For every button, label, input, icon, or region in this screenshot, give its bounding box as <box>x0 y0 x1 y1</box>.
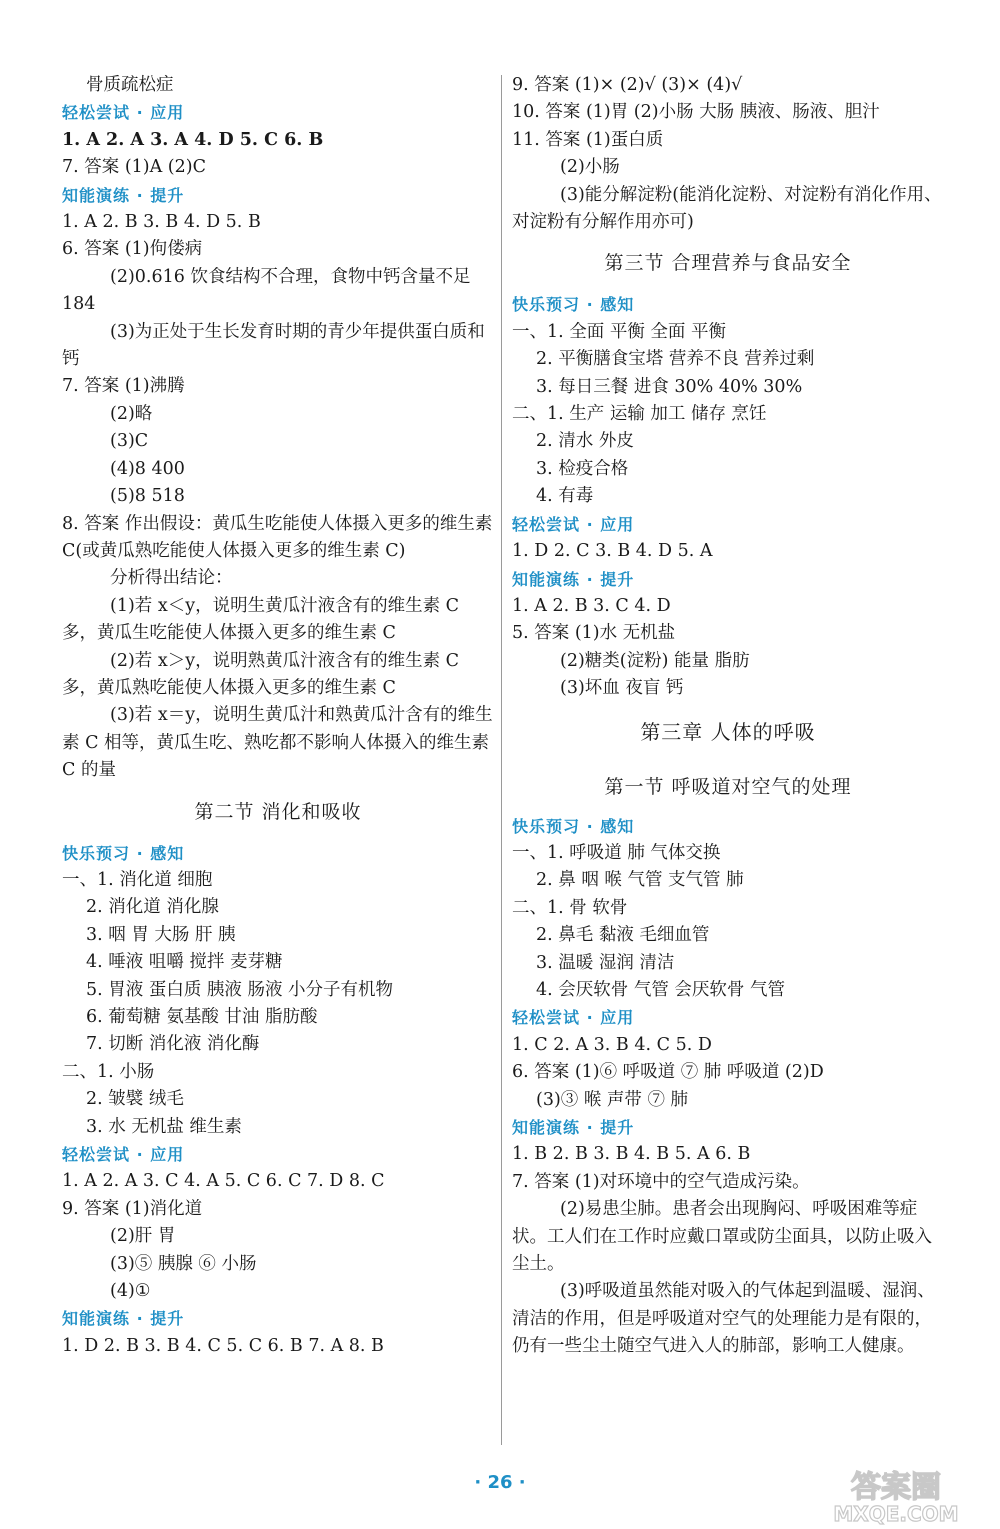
answer-line: 1. A 2. B 3. C 4. D <box>512 595 671 616</box>
answer-line: 1. C 2. A 3. B 4. C 5. D <box>512 1034 712 1055</box>
section-heading: 快乐预习 · 感知 <box>62 843 185 863</box>
answer-line: (2)小肠 <box>560 157 620 178</box>
answer-line: 2. 清水 外皮 <box>536 431 634 452</box>
section-heading: 知能演练 · 提升 <box>62 185 185 205</box>
answer-line: 2. 皱襞 绒毛 <box>86 1089 184 1110</box>
answer-line: 3. 检疫合格 <box>536 458 629 479</box>
answer-line: 二、1. 生产 运输 加工 储存 烹饪 <box>512 404 767 425</box>
answer-line: (2)肝 胃 <box>110 1226 176 1247</box>
answer-line: 10. 答案 (1)胃 (2)小肠 大肠 胰液、肠液、胆汁 <box>512 102 880 123</box>
answer-line: (4)① <box>110 1281 151 1302</box>
answer-line: (2)糖类(淀粉) 能量 脂肪 <box>560 650 750 671</box>
section-heading: 知能演练 · 提升 <box>62 1309 185 1329</box>
answer-line: (1)若 x＜y，说明生黄瓜汁液含有的维生素 C 多，黄瓜生吃能使人体摄入更多的维生素 C <box>62 595 460 644</box>
answer-line: 3. 每日三餐 进食 30% 40% 30% <box>536 376 803 397</box>
answer-line: 一、1. 消化道 细胞 <box>62 869 213 890</box>
answer-line: 2. 鼻 咽 喉 气管 支气管 肺 <box>536 870 744 891</box>
section-title: 第三节 合理营养与食品安全 <box>604 252 852 275</box>
section-heading: 快乐预习 · 感知 <box>512 816 635 836</box>
answer-line: 6. 葡萄糖 氨基酸 甘油 脂肪酸 <box>86 1007 318 1027</box>
section-heading: 轻松尝试 · 应用 <box>512 1008 635 1028</box>
answer-line: (3)⑤ 胰腺 ⑥ 小肠 <box>110 1253 257 1274</box>
answer-line: (3)能分解淀粉(能消化淀粉、对淀粉有消化作用、对淀粉有分解作用亦可) <box>512 184 942 233</box>
answer-line: 5. 胃液 蛋白质 胰液 肠液 小分子有机物 <box>86 979 394 1000</box>
answer-line: 3. 温暖 湿润 清洁 <box>536 952 675 973</box>
section-title: 第一节 呼吸道对空气的处理 <box>604 775 852 798</box>
answer-line: (3)呼吸道虽然能对吸入的气体起到温暖、湿润、清洁的作用，但是呼吸道对空气的处理能力是有限的，仍有一些尘土随空气进入人的肺部，影响工人健康。 <box>512 1281 935 1357</box>
answer-line: (3)为正处于生长发育时期的青少年提供蛋白质和钙 <box>62 321 485 370</box>
answer-line: 二、1. 骨 软骨 <box>512 897 628 918</box>
answer-line: 6. 答案 (1)⑥ 呼吸道 ⑦ 肺 呼吸道 (2)D <box>512 1062 824 1083</box>
answer-line: (3)③ 喉 声带 ⑦ 肺 <box>536 1089 689 1110</box>
answer-line: 3. 咽 胃 大肠 肝 胰 <box>86 924 236 945</box>
section-heading: 快乐预习 · 感知 <box>512 295 635 315</box>
answer-line: 1. A 2. B 3. B 4. D 5. B <box>62 212 261 233</box>
watermark-logo <box>806 1465 986 1527</box>
answer-line: 7. 切断 消化液 消化酶 <box>86 1034 260 1055</box>
column-divider <box>501 75 502 1445</box>
section-heading: 知能演练 · 提升 <box>512 1118 635 1137</box>
answer-line: 1. A 2. A 3. C 4. A 5. C 6. C 7. D 8. C <box>62 1171 385 1192</box>
answer-line: 2. 消化道 消化腺 <box>86 897 219 918</box>
answer-line: 9. 答案 (1)消化道 <box>62 1198 203 1219</box>
answer-line: 9. 答案 (1)× (2)√ (3)× (4)√ <box>512 75 743 95</box>
answer-line: (2)0.616 饮食结构不合理，食物中钙含量不足 184 <box>62 266 471 315</box>
answer-line: (4)8 400 <box>110 458 185 479</box>
answer-line: (3)C <box>110 431 149 452</box>
section-title: 第二节 消化和吸收 <box>194 800 362 823</box>
answer-line: 7. 答案 (1)沸腾 <box>62 376 185 397</box>
right-column <box>512 72 944 1361</box>
answer-line: (5)8 518 <box>110 486 185 507</box>
answer-line: 2. 鼻毛 黏液 毛细血管 <box>536 925 710 946</box>
answer-line: 分析得出结论： <box>110 568 233 589</box>
watermark-url: MXQE.COM <box>833 1502 959 1526</box>
answer-line: 1. D 2. B 3. B 4. C 5. C 6. B 7. A 8. B <box>62 1335 384 1356</box>
answer-line: 5. 答案 (1)水 无机盐 <box>512 623 676 644</box>
answer-line: (2)若 x＞y，说明熟黄瓜汁液含有的维生素 C 多，黄瓜熟吃能使人体摄入更多的维生素 C <box>62 650 460 698</box>
answer-line: (3)坏血 夜盲 钙 <box>560 678 684 699</box>
answer-line: 1. A 2. A 3. A 4. D 5. C 6. B <box>62 129 324 150</box>
section-heading: 轻松尝试 · 应用 <box>62 1145 185 1165</box>
section-heading: 轻松尝试 · 应用 <box>62 103 185 123</box>
answer-line: 7. 答案 (1)对环境中的空气造成污染。 <box>512 1171 810 1192</box>
chapter-title: 第三章 人体的呼吸 <box>640 719 816 744</box>
watermark-text: 答案圈 <box>851 1470 941 1505</box>
answer-line: 6. 答案 (1)佝偻病 <box>62 239 203 260</box>
answer-line: 一、1. 全面 平衡 全面 平衡 <box>512 321 726 342</box>
answer-line: 一、1. 呼吸道 肺 气体交换 <box>512 842 721 863</box>
answer-line: 二、1. 小肠 <box>62 1061 155 1082</box>
left-column <box>62 72 494 1360</box>
answer-line: 1. D 2. C 3. B 4. D 5. A <box>512 541 713 562</box>
answer-line: (2)易患尘肺。患者会出现胸闷、呼吸困难等症状。工人们在工作时应戴口罩或防尘面具，以防止吸入尘土。 <box>512 1199 932 1275</box>
section-heading: 轻松尝试 · 应用 <box>512 514 635 534</box>
answer-line: 骨质疏松症 <box>86 75 174 95</box>
answer-line: 4. 会厌软骨 气管 会厌软骨 气管 <box>536 979 785 1000</box>
page-number: · 26 · <box>474 1472 526 1493</box>
answer-line: (3)若 x＝y，说明生黄瓜汁和熟黄瓜汁含有的维生素 C 相等，黄瓜生吃、熟吃都不影响人体摄入的维生素 C 的量 <box>62 705 493 781</box>
answer-line: 4. 唾液 咀嚼 搅拌 麦芽糖 <box>86 952 283 973</box>
section-heading: 知能演练 · 提升 <box>512 569 635 589</box>
answer-line: 4. 有毒 <box>536 486 594 507</box>
answer-line: 11. 答案 (1)蛋白质 <box>512 129 664 150</box>
answer-line: 2. 平衡膳食宝塔 营养不良 营养过剩 <box>536 349 815 370</box>
answer-line: (2)略 <box>110 403 153 424</box>
answer-line: 1. B 2. B 3. B 4. B 5. A 6. B <box>512 1144 751 1165</box>
answer-line: 8. 答案 作出假设：黄瓜生吃能使人体摄入更多的维生素 C(或黄瓜熟吃能使人体摄入更多的维生素 C) <box>62 513 493 561</box>
answer-line: 3. 水 无机盐 维生素 <box>86 1116 242 1137</box>
answer-line: 7. 答案 (1)A (2)C <box>62 157 206 178</box>
